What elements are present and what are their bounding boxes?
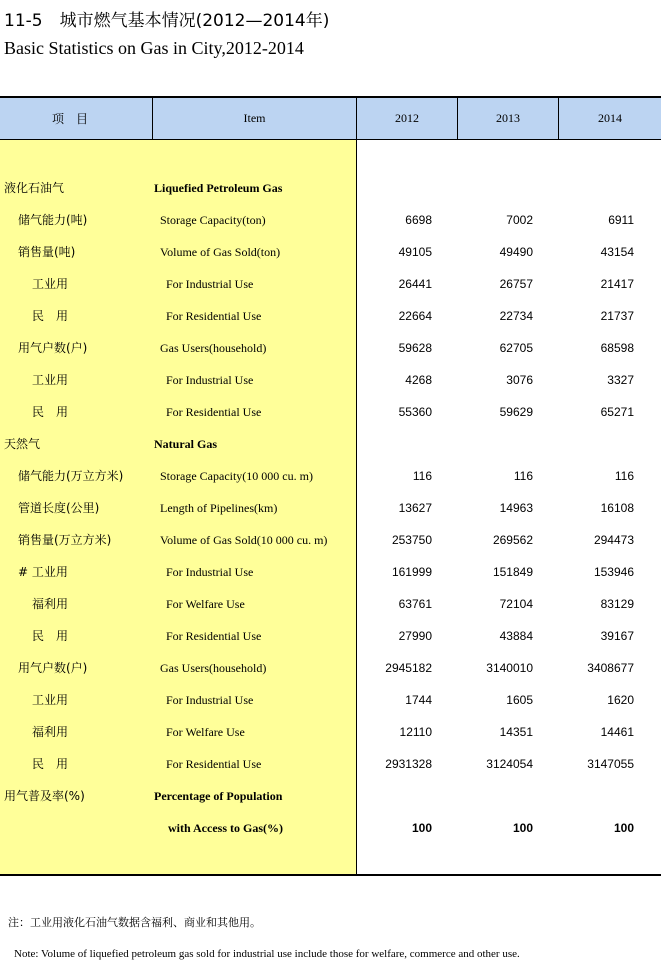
value-cell-2014: 39167 <box>600 629 634 643</box>
value-cell-2012: 116 <box>412 469 432 483</box>
value-cell-2014: 6911 <box>608 213 634 227</box>
value-cell-2012: 4268 <box>405 373 432 387</box>
row-label-cn: 液化石油气 <box>4 181 65 195</box>
row-label-cn: 销售量(万立方米) <box>18 533 112 547</box>
value-cell-2014: 116 <box>614 469 634 483</box>
value-cell-2012: 1744 <box>405 693 432 707</box>
value-cell-2012: 59628 <box>398 341 432 355</box>
value-cell-2012: 100 <box>411 821 432 835</box>
table-row <box>0 364 661 396</box>
header-item-cn: 项目 <box>0 98 153 139</box>
value-cell-2014: 21737 <box>600 309 634 323</box>
row-label-en: For Industrial Use <box>166 373 254 387</box>
row-label-en: Storage Capacity(10 000 cu. m) <box>160 469 313 483</box>
row-label-en: Volume of Gas Sold(10 000 cu. m) <box>160 533 328 547</box>
row-label-en: Percentage of Population <box>154 789 283 803</box>
row-label-cn: 销售量(吨) <box>18 245 76 259</box>
row-label-en: Storage Capacity(ton) <box>160 213 266 227</box>
row-label-en: For Residential Use <box>166 309 262 323</box>
value-cell-2013: 62705 <box>499 341 533 355</box>
value-cell-2013: 116 <box>513 469 533 483</box>
row-label-en: Volume of Gas Sold(ton) <box>160 245 281 259</box>
value-cell-2012: 2945182 <box>385 661 432 675</box>
value-cell-2013: 151849 <box>492 565 533 579</box>
table-row <box>0 748 661 780</box>
value-cell-2014: 100 <box>613 821 634 835</box>
value-cell-2014: 3147055 <box>587 757 634 771</box>
value-cell-2014: 14461 <box>600 725 634 739</box>
row-label-cn: 福利用 <box>32 597 69 611</box>
row-label-cn: 工业用 <box>32 373 69 387</box>
value-cell-2013: 59629 <box>499 405 533 419</box>
table-row <box>0 236 661 268</box>
value-cell-2012: 6698 <box>405 213 432 227</box>
row-label-cn: 用气普及率(%) <box>4 789 85 803</box>
value-cell-2014 <box>544 172 634 204</box>
value-cell-2014: 3327 <box>607 373 634 387</box>
table-row <box>0 780 661 812</box>
table-row <box>0 428 661 460</box>
table-row <box>0 556 661 588</box>
value-cell-2013: 22734 <box>499 309 533 323</box>
header-year-2012: 2012 <box>357 98 458 139</box>
statistics-table <box>0 96 661 875</box>
value-cell-2013: 72104 <box>499 597 533 611</box>
value-cell-2012: 63761 <box>398 597 432 611</box>
note-chinese: 注：工业用液化石油气数据含福利、商业和其他用。 <box>8 916 261 929</box>
table-row <box>0 524 661 556</box>
header-item-en: Item <box>153 98 357 139</box>
value-cell-2013 <box>443 172 533 204</box>
row-label-en: For Industrial Use <box>166 565 254 579</box>
row-label-en: Liquefied Petroleum Gas <box>154 181 283 195</box>
value-cell-2012: 12110 <box>399 725 432 739</box>
table-row <box>0 172 661 204</box>
row-label-en: For Industrial Use <box>166 277 254 291</box>
header-column-separator <box>457 98 458 140</box>
value-cell-2013: 269562 <box>492 533 533 547</box>
value-cell-2012 <box>342 428 432 460</box>
table-row <box>0 204 661 236</box>
header-year-2013: 2013 <box>458 98 559 139</box>
table-row <box>0 652 661 684</box>
value-cell-2012 <box>342 172 432 204</box>
value-cell-2012: 13627 <box>398 501 432 515</box>
value-cell-2014: 65271 <box>600 405 634 419</box>
value-cell-2014: 83129 <box>600 597 634 611</box>
value-cell-2014: 153946 <box>593 565 634 579</box>
row-label-cn: 用气户数(户) <box>18 341 88 355</box>
row-label-cn: 民 用 <box>32 757 69 771</box>
row-label-en: Natural Gas <box>154 437 217 451</box>
value-cell-2013: 3076 <box>506 373 533 387</box>
value-cell-2013: 100 <box>512 821 533 835</box>
row-label-cn: 民 用 <box>32 629 69 643</box>
value-cell-2012 <box>342 780 432 812</box>
value-cell-2012: 253750 <box>391 533 432 547</box>
value-cell-2013: 3124054 <box>486 757 533 771</box>
row-label-cn: 天然气 <box>4 437 41 451</box>
table-row <box>0 396 661 428</box>
value-cell-2013: 1605 <box>506 693 533 707</box>
row-label-en: Gas Users(household) <box>160 661 267 675</box>
value-cell-2014 <box>544 428 634 460</box>
value-cell-2012: 26441 <box>398 277 432 291</box>
table-row <box>0 588 661 620</box>
row-label-cn: 管道长度(公里) <box>18 501 100 515</box>
row-label-en: with Access to Gas(%) <box>168 821 283 835</box>
value-cell-2014 <box>544 780 634 812</box>
note-english: Note: Volume of liquefied petroleum gas sold for industrial use include those for welfare, commerce and other use. <box>14 948 520 960</box>
row-label-en: Gas Users(household) <box>160 341 267 355</box>
value-cell-2012: 27990 <box>398 629 432 643</box>
table-row <box>0 268 661 300</box>
table-row <box>0 300 661 332</box>
value-cell-2012: 22664 <box>398 309 432 323</box>
value-cell-2014: 68598 <box>600 341 634 355</box>
row-label-en: For Welfare Use <box>166 597 245 611</box>
row-label-cn: 民 用 <box>32 405 69 419</box>
value-cell-2013: 26757 <box>499 277 533 291</box>
row-label-cn: 储气能力(万立方米) <box>18 469 124 483</box>
row-label-en: For Industrial Use <box>166 693 254 707</box>
table-row <box>0 812 661 844</box>
row-label-cn: 储气能力(吨) <box>18 213 88 227</box>
value-cell-2013: 3140010 <box>486 661 533 675</box>
row-label-en: For Welfare Use <box>166 725 245 739</box>
value-cell-2012: 55360 <box>398 405 432 419</box>
row-label-en: Length of Pipelines(km) <box>160 501 278 515</box>
value-cell-2013: 49490 <box>499 245 533 259</box>
table-row <box>0 460 661 492</box>
row-label-cn: # 工业用 <box>18 565 68 579</box>
value-cell-2012: 161999 <box>391 565 432 579</box>
row-label-en: For Residential Use <box>166 757 262 771</box>
table-row <box>0 332 661 364</box>
value-cell-2014: 1620 <box>607 693 634 707</box>
value-cell-2013 <box>443 428 533 460</box>
row-label-cn: 福利用 <box>32 725 69 739</box>
table-row <box>0 716 661 748</box>
value-cell-2014: 3408677 <box>587 661 634 675</box>
row-label-cn: 民 用 <box>32 309 69 323</box>
row-label-cn: 工业用 <box>32 693 69 707</box>
value-cell-2012: 2931328 <box>385 757 432 771</box>
value-cell-2014: 21417 <box>600 277 634 291</box>
table-row <box>0 492 661 524</box>
value-cell-2014: 294473 <box>593 533 634 547</box>
table-bottom-border <box>0 874 661 876</box>
header-column-separator <box>558 98 559 140</box>
page-title-english: Basic Statistics on Gas in City,2012-2014 <box>4 38 304 58</box>
table-row <box>0 684 661 716</box>
value-cell-2013: 7002 <box>506 213 533 227</box>
value-cell-2013: 43884 <box>499 629 533 643</box>
header-year-2014: 2014 <box>559 98 661 139</box>
value-cell-2014: 16108 <box>600 501 634 515</box>
page-title-chinese: 11-5 城市燃气基本情况(2012—2014年) <box>4 11 330 31</box>
value-cell-2012: 49105 <box>398 245 432 259</box>
row-label-en: For Residential Use <box>166 405 262 419</box>
value-cell-2013: 14351 <box>499 725 533 739</box>
value-cell-2013 <box>443 780 533 812</box>
value-cell-2014: 43154 <box>600 245 634 259</box>
table-row <box>0 620 661 652</box>
value-cell-2013: 14963 <box>499 501 533 515</box>
row-label-en: For Residential Use <box>166 629 262 643</box>
row-label-cn: 用气户数(户) <box>18 661 88 675</box>
row-label-cn: 工业用 <box>32 277 69 291</box>
